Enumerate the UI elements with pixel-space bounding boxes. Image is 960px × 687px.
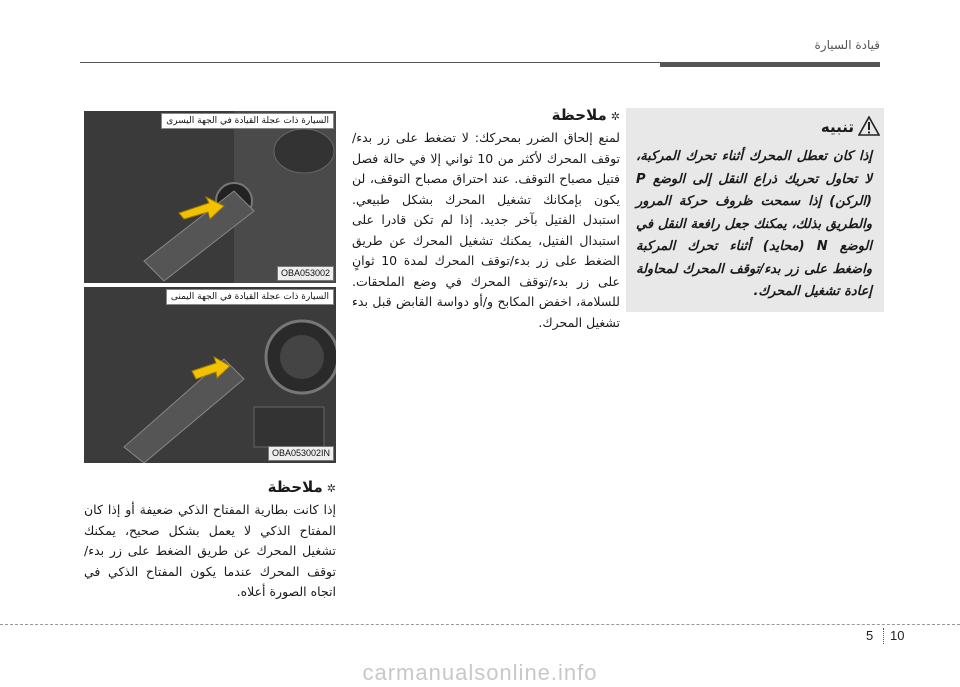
- page-number: 10: [890, 628, 905, 643]
- figure-rhd-code: OBA053002IN: [268, 446, 334, 461]
- note-1-text: لمنع إلحاق الضرر بمحركك: لا تضغط على زر بدء/توقف المحرك لأكثر من 10 ثواني إلا في حالة فصل فتيل مصباح التوقف. عند احتراق مصباح التوقف، لن يكون بإمكانك تشغيل المحرك بشكل طبيعي. استبدل الفتيل بآخر جديد. إذا لم تكن قادرا على استبدال الفتيل، يمكنك تشغيل المحرك عن طريق الضغط على زر بدء/توقف المحرك لمدة 10 ثوانٍ على زر بدء/توقف المحرك في وضع الملحقات. للسلامة، اخفض المكابح و/أو دواسة القابض قبل بدء تشغيل المحرك.: [352, 130, 621, 330]
- figure-lhd-caption: السيارة ذات عجلة القيادة في الجهة اليسرى: [161, 113, 334, 129]
- figure-rhd-caption: السيارة ذات عجلة القيادة في الجهة اليمنى: [166, 289, 334, 305]
- warning-box: [626, 108, 884, 312]
- figure-rhd-photo: [84, 287, 336, 463]
- figure-lhd-code: OBA053002: [277, 266, 334, 281]
- watermark: carmanualsonline.info: [362, 660, 598, 685]
- note-2-title: ✲ملاحظة: [267, 478, 336, 496]
- footer-divider: [0, 624, 960, 625]
- page-number-separator: [883, 628, 885, 644]
- note-1-title: ✲ملاحظة: [551, 106, 620, 124]
- steering-column-illustration: [84, 287, 336, 463]
- note-2: [84, 478, 336, 603]
- warning-title: تنبيه: [820, 118, 854, 136]
- note-1: [352, 106, 620, 333]
- note-2-text: إذا كانت بطارية المفتاح الذكي ضعيفة أو إذا كان المفتاح الذكي لا يعمل بشكل صحيح، يمكنك تشغيل المحرك عن طريق الضغط على زر بدء/توقف المحرك عندما يكون المفتاح الذكي في اتجاه الصورة أعلاه.: [84, 502, 336, 599]
- steering-column-illustration: [84, 111, 336, 283]
- figure-lhd-photo: [84, 111, 336, 283]
- warning-text: إذا كان تعطل المحرك أثناء تحرك المركبة، لا تحاول تحريك ذراع النقل إلى الوضع P (الركن) إذا سمحت ظروف حركة المرور والطريق بذلك، يمكنك جعل رافعة النقل في الوضع N (محايد) أثناء تحرك المركبة واضغط على زر بدء/توقف المحرك لمحاولة إعادة تشغيل المحرك.: [636, 149, 872, 299]
- chapter-number: 5: [866, 628, 874, 643]
- note-asterisk-icon: ✲: [610, 110, 620, 123]
- note-asterisk-icon: ✲: [326, 482, 336, 495]
- header-accent-bar: [660, 62, 880, 67]
- warning-triangle-icon: [858, 116, 880, 136]
- header-title: قيادة السيارة: [814, 38, 880, 52]
